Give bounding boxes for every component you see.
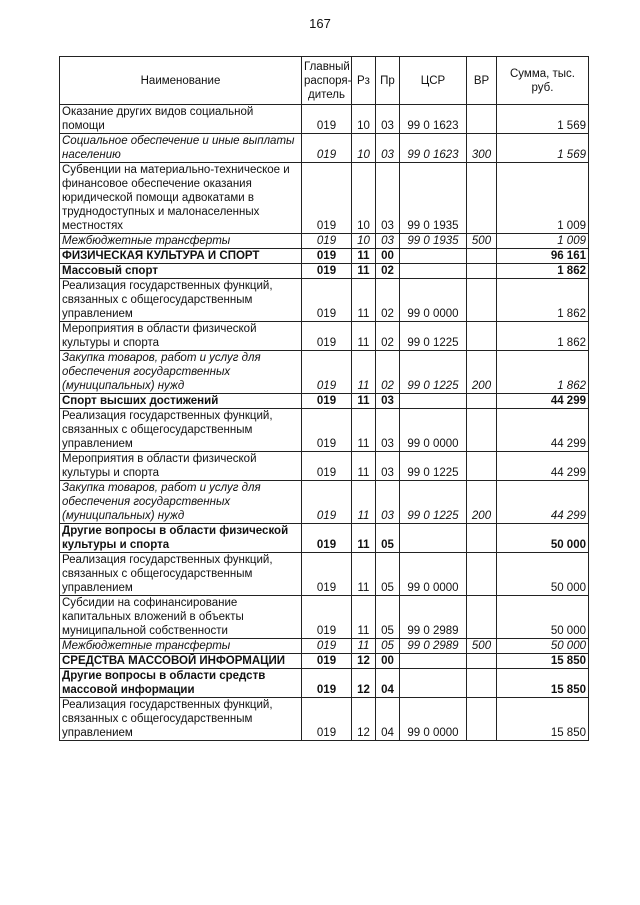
row-admin: 019 <box>302 249 352 264</box>
row-sum: 15 850 <box>497 698 589 741</box>
row-sum: 1 569 <box>497 134 589 163</box>
budget-table <box>59 56 589 741</box>
row-pr: 02 <box>376 279 400 322</box>
row-rz: 12 <box>352 698 376 741</box>
row-pr: 03 <box>376 452 400 481</box>
row-rz: 11 <box>352 279 376 322</box>
row-pr: 03 <box>376 234 400 249</box>
row-csr <box>400 394 467 409</box>
row-sum: 1 862 <box>497 322 589 351</box>
table-row <box>60 234 589 249</box>
row-name: Мероприятия в области физической культуры и спорта <box>60 322 302 351</box>
row-admin: 019 <box>302 105 352 134</box>
row-name: Другие вопросы в области средств массовой информации <box>60 669 302 698</box>
row-vr <box>467 249 497 264</box>
row-sum: 50 000 <box>497 524 589 553</box>
row-rz: 11 <box>352 409 376 452</box>
row-name: Оказание других видов социальной помощи <box>60 105 302 134</box>
row-admin: 019 <box>302 264 352 279</box>
row-admin: 019 <box>302 654 352 669</box>
row-name: Другие вопросы в области физической культуры и спорта <box>60 524 302 553</box>
table-row <box>60 163 589 234</box>
row-vr <box>467 105 497 134</box>
table-row <box>60 351 589 394</box>
row-rz: 11 <box>352 639 376 654</box>
row-csr: 99 0 0000 <box>400 698 467 741</box>
row-sum: 44 299 <box>497 481 589 524</box>
row-sum: 1 862 <box>497 264 589 279</box>
row-admin: 019 <box>302 409 352 452</box>
row-admin: 019 <box>302 234 352 249</box>
table-row <box>60 524 589 553</box>
row-sum: 1 862 <box>497 279 589 322</box>
row-vr <box>467 553 497 596</box>
row-name: Реализация государственных функций, связанных с общегосударственным управлением <box>60 279 302 322</box>
row-csr: 99 0 1225 <box>400 481 467 524</box>
row-rz: 11 <box>352 524 376 553</box>
row-admin: 019 <box>302 596 352 639</box>
row-admin: 019 <box>302 134 352 163</box>
row-csr: 99 0 2989 <box>400 639 467 654</box>
row-admin: 019 <box>302 553 352 596</box>
row-rz: 11 <box>352 596 376 639</box>
row-rz: 11 <box>352 553 376 596</box>
table-row <box>60 394 589 409</box>
header-csr: ЦСР <box>400 57 467 105</box>
row-pr: 05 <box>376 553 400 596</box>
table-row <box>60 596 589 639</box>
row-name: Реализация государственных функций, связанных с общегосударственным управлением <box>60 409 302 452</box>
row-pr: 03 <box>376 163 400 234</box>
row-vr: 500 <box>467 234 497 249</box>
row-csr: 99 0 1225 <box>400 351 467 394</box>
page-number: 167 <box>309 16 331 31</box>
row-vr <box>467 163 497 234</box>
header-rz: Рз <box>352 57 376 105</box>
row-admin: 019 <box>302 322 352 351</box>
row-vr <box>467 264 497 279</box>
header-pr: Пр <box>376 57 400 105</box>
row-admin: 019 <box>302 669 352 698</box>
row-vr <box>467 279 497 322</box>
row-sum: 44 299 <box>497 409 589 452</box>
row-vr <box>467 669 497 698</box>
row-csr: 99 0 1935 <box>400 234 467 249</box>
row-pr: 03 <box>376 481 400 524</box>
row-rz: 11 <box>352 452 376 481</box>
header-vr: ВР <box>467 57 497 105</box>
row-csr <box>400 654 467 669</box>
row-admin: 019 <box>302 452 352 481</box>
table-row <box>60 698 589 741</box>
row-csr <box>400 524 467 553</box>
row-vr <box>467 394 497 409</box>
row-pr: 03 <box>376 409 400 452</box>
row-pr: 02 <box>376 351 400 394</box>
table-row <box>60 481 589 524</box>
row-name: Межбюджетные трансферты <box>60 639 302 654</box>
header-sum: Сумма, тыс. руб. <box>497 57 589 105</box>
row-name: ФИЗИЧЕСКАЯ КУЛЬТУРА И СПОРТ <box>60 249 302 264</box>
row-sum: 1 862 <box>497 351 589 394</box>
row-csr: 99 0 1225 <box>400 322 467 351</box>
row-sum: 1 009 <box>497 234 589 249</box>
row-csr: 99 0 1225 <box>400 452 467 481</box>
row-pr: 00 <box>376 249 400 264</box>
row-rz: 12 <box>352 654 376 669</box>
row-name: Реализация государственных функций, связанных с общегосударственным управлением <box>60 553 302 596</box>
row-rz: 11 <box>352 394 376 409</box>
row-name: Реализация государственных функций, связанных с общегосударственным управлением <box>60 698 302 741</box>
row-rz: 11 <box>352 249 376 264</box>
row-sum: 1 009 <box>497 163 589 234</box>
row-sum: 96 161 <box>497 249 589 264</box>
table-row <box>60 669 589 698</box>
header-admin: Главный распоря-дитель <box>302 57 352 105</box>
row-sum: 15 850 <box>497 669 589 698</box>
row-admin: 019 <box>302 279 352 322</box>
row-csr: 99 0 0000 <box>400 409 467 452</box>
row-vr <box>467 524 497 553</box>
row-csr: 99 0 1623 <box>400 105 467 134</box>
row-sum: 50 000 <box>497 553 589 596</box>
row-name: Межбюджетные трансферты <box>60 234 302 249</box>
table-row <box>60 264 589 279</box>
row-csr <box>400 669 467 698</box>
row-name: Субвенции на материально-техническое и финансовое обеспечение оказания юридической помощи адвокатами в труднодоступных и малонаселенных местностях <box>60 163 302 234</box>
row-pr: 03 <box>376 105 400 134</box>
row-rz: 10 <box>352 234 376 249</box>
row-vr: 500 <box>467 639 497 654</box>
row-vr <box>467 322 497 351</box>
table-body <box>60 105 589 741</box>
row-pr: 03 <box>376 394 400 409</box>
row-pr: 03 <box>376 134 400 163</box>
row-pr: 04 <box>376 698 400 741</box>
table-row <box>60 105 589 134</box>
row-vr: 200 <box>467 351 497 394</box>
row-admin: 019 <box>302 639 352 654</box>
table-header <box>60 57 589 105</box>
row-pr: 02 <box>376 322 400 351</box>
row-vr: 200 <box>467 481 497 524</box>
header-name: Наименование <box>60 57 302 105</box>
row-csr: 99 0 0000 <box>400 553 467 596</box>
row-csr <box>400 264 467 279</box>
row-pr: 04 <box>376 669 400 698</box>
row-admin: 019 <box>302 524 352 553</box>
row-vr <box>467 654 497 669</box>
table-row <box>60 654 589 669</box>
row-admin: 019 <box>302 481 352 524</box>
row-rz: 11 <box>352 481 376 524</box>
row-vr <box>467 409 497 452</box>
row-csr <box>400 249 467 264</box>
row-admin: 019 <box>302 163 352 234</box>
row-name: Закупка товаров, работ и услуг для обеспечения государственных (муниципальных) нужд <box>60 481 302 524</box>
row-sum: 15 850 <box>497 654 589 669</box>
table-row <box>60 409 589 452</box>
row-vr: 300 <box>467 134 497 163</box>
row-name: СРЕДСТВА МАССОВОЙ ИНФОРМАЦИИ <box>60 654 302 669</box>
row-rz: 12 <box>352 669 376 698</box>
row-name: Мероприятия в области физической культуры и спорта <box>60 452 302 481</box>
row-pr: 00 <box>376 654 400 669</box>
row-name: Субсидии на софинансирование капитальных вложений в объекты муниципальной собственности <box>60 596 302 639</box>
row-rz: 10 <box>352 163 376 234</box>
row-sum: 44 299 <box>497 394 589 409</box>
row-rz: 11 <box>352 351 376 394</box>
row-rz: 11 <box>352 264 376 279</box>
row-csr: 99 0 0000 <box>400 279 467 322</box>
table-row <box>60 249 589 264</box>
row-admin: 019 <box>302 698 352 741</box>
table-row <box>60 639 589 654</box>
row-admin: 019 <box>302 394 352 409</box>
row-rz: 10 <box>352 105 376 134</box>
row-sum: 50 000 <box>497 639 589 654</box>
row-name: Закупка товаров, работ и услуг для обеспечения государственных (муниципальных) нужд <box>60 351 302 394</box>
row-vr <box>467 452 497 481</box>
table-row <box>60 553 589 596</box>
row-pr: 05 <box>376 524 400 553</box>
row-name: Массовый спорт <box>60 264 302 279</box>
row-sum: 44 299 <box>497 452 589 481</box>
row-csr: 99 0 1935 <box>400 163 467 234</box>
row-rz: 11 <box>352 322 376 351</box>
table-row <box>60 322 589 351</box>
row-csr: 99 0 2989 <box>400 596 467 639</box>
row-name: Социальное обеспечение и иные выплаты населению <box>60 134 302 163</box>
row-pr: 05 <box>376 596 400 639</box>
table-row <box>60 452 589 481</box>
row-pr: 05 <box>376 639 400 654</box>
table-row <box>60 279 589 322</box>
row-csr: 99 0 1623 <box>400 134 467 163</box>
row-rz: 10 <box>352 134 376 163</box>
row-name: Спорт высших достижений <box>60 394 302 409</box>
row-sum: 1 569 <box>497 105 589 134</box>
row-sum: 50 000 <box>497 596 589 639</box>
row-vr <box>467 596 497 639</box>
table-row <box>60 134 589 163</box>
row-pr: 02 <box>376 264 400 279</box>
row-vr <box>467 698 497 741</box>
row-admin: 019 <box>302 351 352 394</box>
